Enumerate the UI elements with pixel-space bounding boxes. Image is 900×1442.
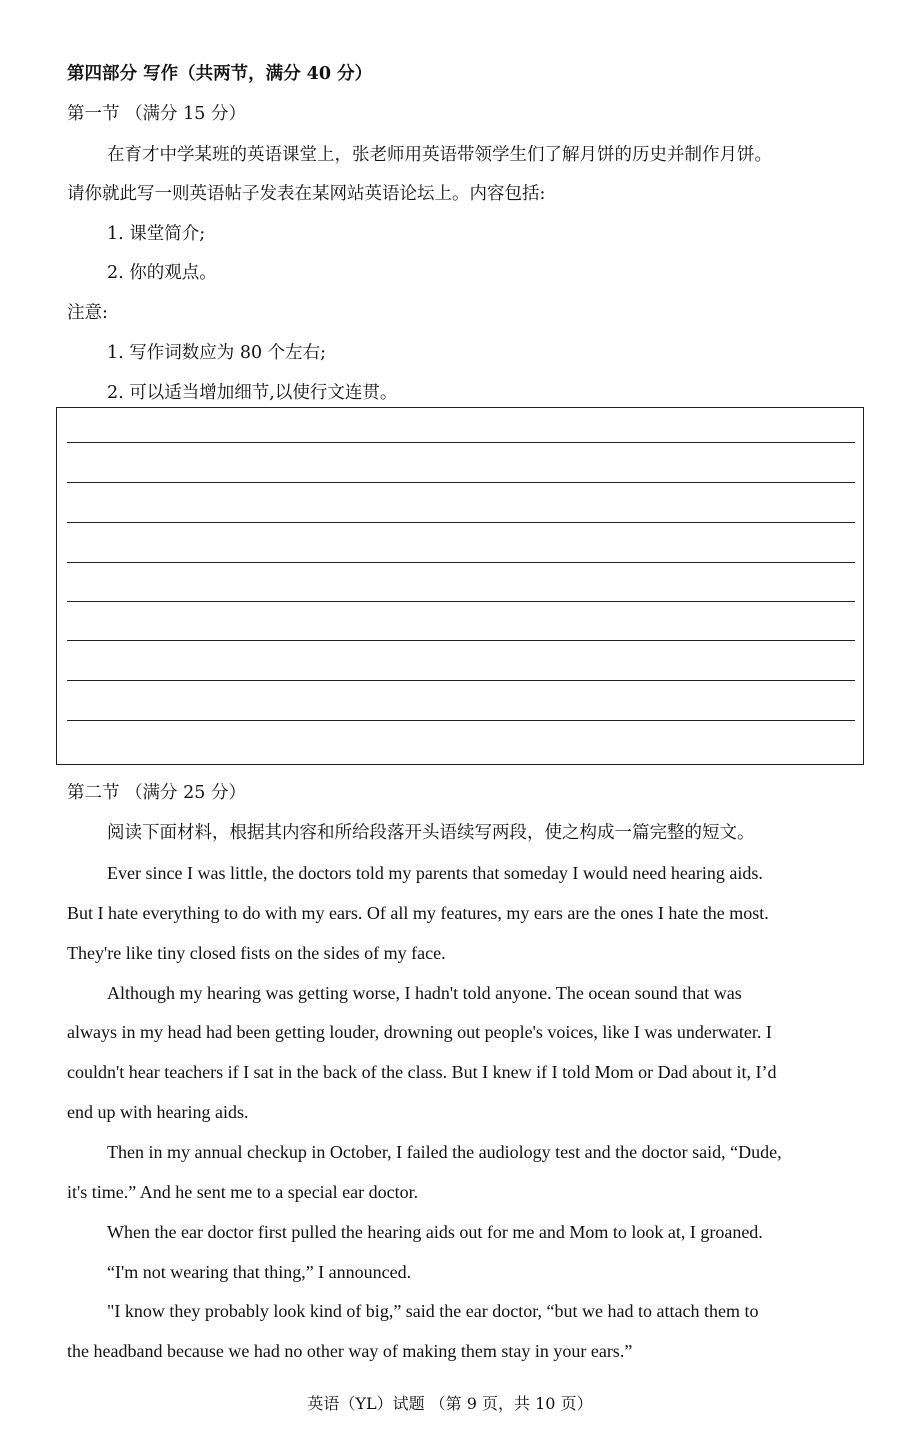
content-point-2: 2. 你的观点。 xyxy=(107,263,217,283)
passage-line: When the ear doctor first pulled the hearing aids out for me and Mom to look at, I groaned. xyxy=(107,1222,763,1242)
writing-line xyxy=(67,442,855,443)
note-2: 2. 可以适当增加细节,以使行文连贯。 xyxy=(107,383,398,403)
writing-line xyxy=(67,601,855,602)
content-point-1: 1. 课堂简介; xyxy=(107,224,206,244)
passage-line: Ever since I was little, the doctors told my parents that someday I would need hearing aids. xyxy=(107,863,763,883)
writing-line xyxy=(67,482,855,483)
passage-line: end up with hearing aids. xyxy=(67,1102,249,1122)
passage-line: They're like tiny closed fists on the sides of my face. xyxy=(67,943,446,963)
writing-answer-box[interactable] xyxy=(56,407,864,765)
passage-line: always in my head had been getting louder, drowning out people's voices, like I was underwater. I xyxy=(67,1022,772,1042)
note-label: 注意: xyxy=(67,303,108,323)
section1-prompt-line2: 请你就此写一则英语帖子发表在某网站英语论坛上。内容包括: xyxy=(67,184,546,204)
passage-line: "I know they probably look kind of big,” said the ear doctor, “but we had to attach them to xyxy=(107,1301,759,1321)
passage-line: couldn't hear teachers if I sat in the back of the class. But I knew if I told Mom or Dad about it, I’d xyxy=(67,1062,777,1082)
passage-line: Then in my annual checkup in October, I failed the audiology test and the doctor said, “Dude, xyxy=(107,1142,782,1162)
section2-instruction: 阅读下面材料，根据其内容和所给段落开头语续写两段，使之构成一篇完整的短文。 xyxy=(107,823,755,843)
writing-line xyxy=(67,720,855,721)
writing-line xyxy=(67,680,855,681)
section1-heading: 第一节 （满分 15 分） xyxy=(67,104,246,124)
writing-line xyxy=(67,522,855,523)
section2-heading: 第二节 （满分 25 分） xyxy=(67,783,246,803)
passage-line: Although my hearing was getting worse, I hadn't told anyone. The ocean sound that was xyxy=(107,983,742,1003)
passage-line: “I'm not wearing that thing,” I announced. xyxy=(107,1262,412,1282)
note-1: 1. 写作词数应为 80 个左右; xyxy=(107,343,327,363)
part-title: 第四部分 写作（共两节，满分 40 分） xyxy=(67,64,373,84)
section1-prompt-line1: 在育才中学某班的英语课堂上，张老师用英语带领学生们了解月饼的历史并制作月饼。 xyxy=(107,145,772,165)
passage-line: But I hate everything to do with my ears. Of all my features, my ears are the ones I hate the most. xyxy=(67,903,769,923)
page-footer: 英语（YL）试题 （第 9 页，共 10 页） xyxy=(307,1394,593,1413)
writing-line xyxy=(67,562,855,563)
passage-line: it's time.” And he sent me to a special ear doctor. xyxy=(67,1182,419,1202)
writing-line xyxy=(67,640,855,641)
passage-line: the headband because we had no other way of making them stay in your ears.” xyxy=(67,1341,633,1361)
